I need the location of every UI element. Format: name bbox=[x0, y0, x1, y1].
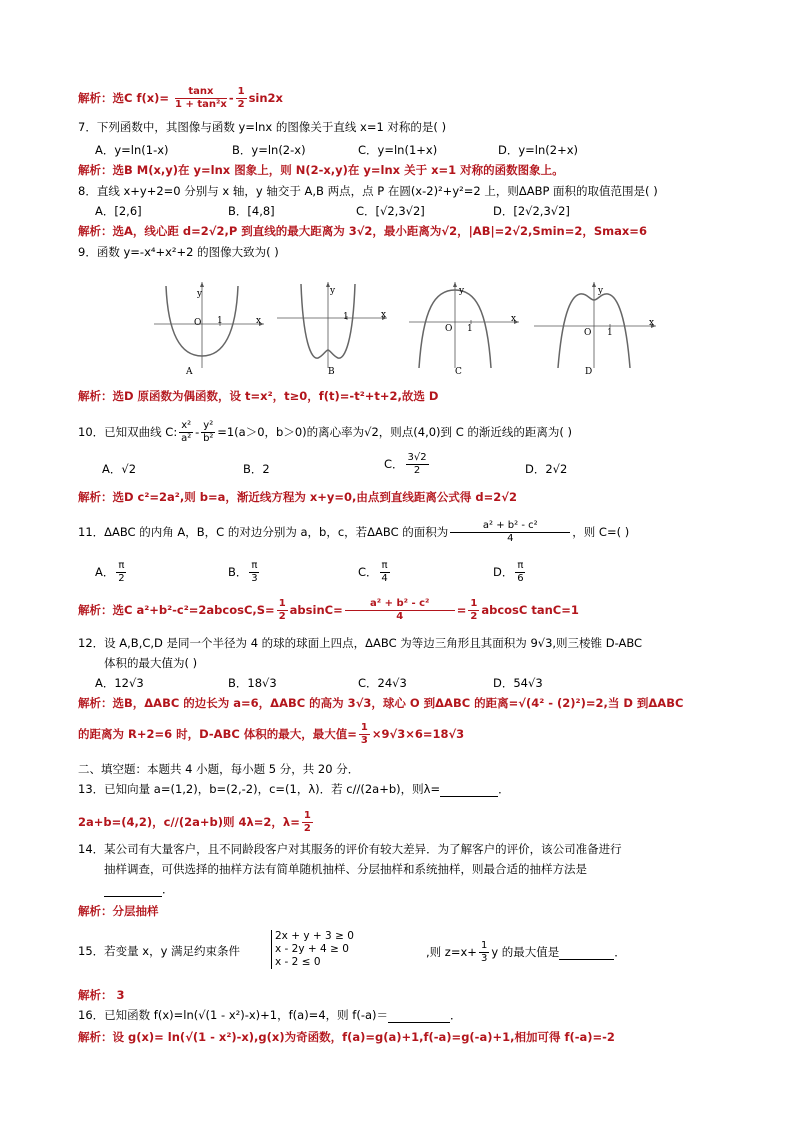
answer-10: 解析：选D c²=2a²,则 b=a，渐近线方程为 x+y=0,由点到直线距离公式得 d=2√2 bbox=[78, 490, 517, 504]
option-12a: A．12√3 bbox=[95, 676, 144, 690]
answer-blank bbox=[388, 1008, 450, 1023]
fraction: $\frac{\text{a² + b² - c²}}{4}$ bbox=[450, 520, 570, 545]
answer-11: 解析：选C a²+b²-c²=2abcosC,S= $\frac{1}{2}$ absinC= $\frac{\text{a² + b² - c²}}{4}$ = $\frac{1}{2}$ abcosC tanC=1 bbox=[78, 598, 579, 622]
answer-8: 解析：选A，线心距 d=2√2,P 到直线的最大距离为 3√2，最小距离为√2，|AB|=2√2,Smin=2，Smax=6 bbox=[78, 224, 647, 238]
question-12-line2: 体积的最大值为( ) bbox=[104, 656, 198, 670]
question-10: 10．已知双曲线 C: $\frac{\text{x²}}{\text{a²}}$ - $\frac{\text{y²}}{\text{b²}}$ =1(a＞0，b＞0)的离心率为√2，则点(4,0)到 C 的渐近线的距离为( ) bbox=[78, 420, 573, 444]
fraction: $\frac{3√2}{2}$ bbox=[407, 452, 427, 476]
answer-6: 解析：选C f(x)= $\frac{\tan x}{\text{1 + tan²x}}$ - $\frac{1}{2}$ sin2x bbox=[78, 86, 283, 110]
answer-13: 2a+b=(4,2)，c//(2a+b)则 4λ=2，λ= $\frac{1}{2}$ bbox=[78, 810, 311, 834]
fraction: $\frac{\pi}{4}$ bbox=[381, 560, 388, 584]
option-10a: A．√2 bbox=[102, 462, 137, 476]
option-7d: D．y=ln(2+x) bbox=[498, 143, 579, 157]
graph-c-origin: O bbox=[445, 324, 453, 334]
fraction: $\frac{\text{y²}}{\text{b²}}$ bbox=[203, 420, 214, 444]
fraction: $\frac{1}{3}$ bbox=[360, 722, 368, 746]
graph-c-label: C bbox=[455, 367, 462, 377]
graph-a-one: 1 bbox=[217, 316, 223, 326]
fraction: $\frac{\tan x}{\text{1 + tan²x}}$ bbox=[175, 86, 227, 110]
answer-12: 解析：选B，ΔABC 的边长为 a=6，ΔABC 的高为 3√3，球心 O 到ΔABC 的距离=√(4² - (2)²)=2,当 D 到ΔABC bbox=[78, 696, 684, 710]
option-8a: A．[2,6] bbox=[95, 204, 142, 218]
fraction: $\frac{\text{a² + b² - c²}}{4}$ bbox=[345, 598, 455, 623]
option-11d: D． $\frac{\pi}{6}$ bbox=[493, 560, 524, 584]
answer-blank bbox=[440, 782, 498, 797]
option-12c: C．24√3 bbox=[358, 676, 407, 690]
graph-b-x-label: x bbox=[381, 310, 387, 320]
section-2-heading: 二、填空题：本题共 4 小题，每小题 5 分，共 20 分． bbox=[78, 762, 360, 776]
question-16: 16．已知函数 f(x)=ln(√(1 - x²)-x)+1，f(a)=4，则 f(-a)＝ ． bbox=[78, 1008, 462, 1022]
fraction: $\frac{\text{x²}}{\text{a²}}$ bbox=[181, 420, 192, 444]
question-14-line3: ． bbox=[104, 882, 174, 897]
answer-6-text: 解析：选C f(x)= bbox=[78, 91, 170, 105]
fraction: $\frac{\pi}{6}$ bbox=[517, 560, 524, 584]
graph-d-label: D bbox=[585, 367, 593, 377]
graph-b-y-label: y bbox=[330, 286, 336, 296]
answer-7: 解析：选B M(x,y)在 y=lnx 图象上，则 N(2-x,y)在 y=lnx 关于 x=1 对称的函数图象上。 bbox=[78, 163, 564, 177]
constraint-system bbox=[271, 930, 354, 969]
option-7b: B．y=ln(2-x) bbox=[232, 143, 306, 157]
fraction: $\frac{1}{2}$ bbox=[470, 598, 478, 622]
fraction: $\frac{\pi}{3}$ bbox=[251, 560, 258, 584]
graph-d-x-label: x bbox=[649, 318, 655, 328]
answer-blank bbox=[104, 882, 162, 897]
question-15-objective: ,则 z=x+ $\frac{1}{3}$ y 的最大值是 ． bbox=[426, 940, 626, 964]
answer-14: 解析：分层抽样 bbox=[78, 904, 159, 918]
option-12b: B．18√3 bbox=[228, 676, 277, 690]
graph-a bbox=[150, 278, 268, 373]
answer-12-line2: 的距离为 R+2=6 时，D-ABC 体积的最大，最大值= $\frac{1}{3}$ ×9√3×6=18√3 bbox=[78, 722, 465, 746]
option-10c: C． $\frac{3√2}{2}$ bbox=[384, 452, 427, 476]
fraction: $\frac{\pi}{2}$ bbox=[118, 560, 125, 584]
option-8c: C．[√2,3√2] bbox=[356, 204, 425, 218]
option-12d: D．54√3 bbox=[493, 676, 543, 690]
option-11c: C． $\frac{\pi}{4}$ bbox=[358, 560, 388, 584]
graph-c-y-label: y bbox=[459, 286, 465, 296]
question-15-text: 15．若变量 x，y 满足约束条件 bbox=[78, 944, 241, 958]
question-14-line2: 抽样调查，可供选择的抽样方法有简单随机抽样、分层抽样和系统抽样，则最合适的抽样方法是 bbox=[104, 862, 587, 876]
option-11b: B． $\frac{\pi}{3}$ bbox=[228, 560, 258, 584]
question-12: 12．设 A,B,C,D 是同一个半径为 4 的球的球面上四点，ΔABC 为等边三角形且其面积为 9√3,则三棱锥 D-ABC bbox=[78, 636, 643, 650]
graph-a-y-label: y bbox=[197, 289, 203, 299]
question-13: 13．已知向量 a=(1,2)，b=(2,-2)，c=(1，λ)．若 c//(2a+b)，则λ= ． bbox=[78, 782, 510, 796]
option-7c: C．y=ln(1+x) bbox=[358, 143, 438, 157]
graph-d-origin: O bbox=[584, 328, 592, 338]
graph-d-one: 1 bbox=[607, 328, 613, 338]
constraint-3: x - 2 ≤ 0 bbox=[275, 956, 321, 968]
option-10b: B．2 bbox=[243, 462, 270, 476]
fraction: $\frac{1}{2}$ bbox=[278, 598, 286, 622]
constraint-1: 2x + y + 3 ≥ 0 bbox=[275, 930, 354, 942]
question-7: 7．下列函数中，其图像与函数 y=lnx 的图像关于直线 x=1 对称的是( ) bbox=[78, 120, 447, 134]
question-11: 11．ΔABC 的内角 A，B，C 的对边分别为 a，b，c，若ΔABC 的面积为 $\frac{\text{a² + b² - c²}}{4}$ ，则 C=( ) bbox=[78, 520, 630, 544]
graph-a-label: A bbox=[186, 367, 193, 377]
graph-c-one: 1 bbox=[467, 324, 473, 334]
answer-blank bbox=[559, 945, 614, 960]
fraction: $\frac{1}{2}$ bbox=[237, 86, 245, 110]
answer-9: 解析：选D 原函数为偶函数，设 t=x²，t≥0，f(t)=-t²+t+2,故选 D bbox=[78, 389, 439, 403]
option-7a: A．y=ln(1-x) bbox=[95, 143, 169, 157]
graph-b-one: 1 bbox=[343, 312, 349, 322]
graph-a-x-label: x bbox=[256, 316, 262, 326]
fraction: $\frac{1}{3}$ bbox=[480, 940, 488, 964]
fraction: $\frac{1}{2}$ bbox=[303, 810, 311, 834]
answer-15: 解析： 3 bbox=[78, 988, 125, 1002]
question-8: 8．直线 x+y+2=0 分别与 x 轴，y 轴交于 A,B 两点，点 P 在圆(x-2)²+y²=2 上，则ΔABP 面积的取值范围是( ) bbox=[78, 184, 658, 198]
question-14: 14．某公司有大量客户，且不同龄段客户对其服务的评价有较大差异．为了解客户的评价，该公司准备进行 bbox=[78, 842, 622, 856]
graph-c-x-label: x bbox=[511, 314, 517, 324]
graph-a-origin: O bbox=[194, 318, 202, 328]
constraint-2: x - 2y + 4 ≥ 0 bbox=[275, 943, 349, 955]
answer-16: 解析：设 g(x)= ln(√(1 - x²)-x),g(x)为奇函数，f(a)=g(a)+1,f(-a)=g(-a)+1,相加可得 f(-a)=-2 bbox=[78, 1030, 615, 1044]
graph-d-y-label: y bbox=[598, 286, 604, 296]
graph-b-label: B bbox=[328, 367, 335, 377]
graph-d bbox=[530, 278, 660, 373]
option-11a: A． $\frac{\pi}{2}$ bbox=[95, 560, 125, 584]
option-10d: D．2√2 bbox=[525, 462, 568, 476]
question-9: 9．函数 y=-x⁴+x²+2 的图像大致为( ) bbox=[78, 245, 279, 259]
option-8b: B．[4,8] bbox=[228, 204, 275, 218]
option-8d: D．[2√2,3√2] bbox=[493, 204, 570, 218]
